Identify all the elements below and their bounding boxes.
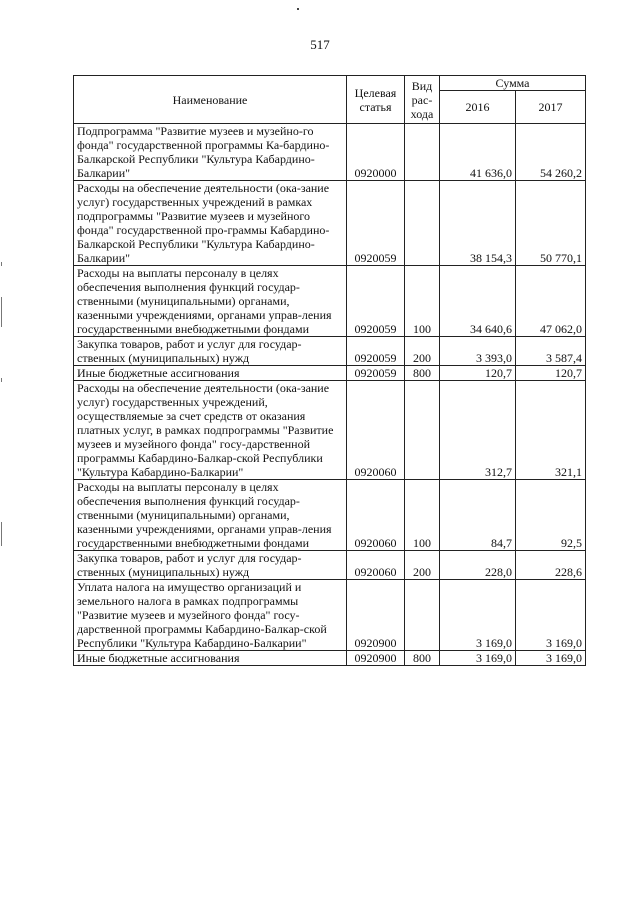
row-sum-2017: 50 770,1 xyxy=(516,181,586,266)
header-name: Наименование xyxy=(74,76,347,124)
table-header xyxy=(74,76,586,124)
row-code: 0920900 xyxy=(347,651,405,666)
table-body xyxy=(74,124,586,666)
row-kind: 800 xyxy=(405,651,440,666)
row-code: 0920059 xyxy=(347,181,405,266)
row-kind: 200 xyxy=(405,337,440,366)
row-code: 0920900 xyxy=(347,580,405,651)
row-name: Иные бюджетные ассигнования xyxy=(74,366,347,381)
table-row xyxy=(74,124,586,181)
table-row xyxy=(74,381,586,480)
row-name: Расходы на обеспечение деятельности (ока-зание услуг) государственных учреждений в рамках подпрограммы "Развитие музеев и музейного фонда" государственной про-граммы Кабардино-Балкарской Республики "Культура Кабардино-Балкарии" xyxy=(74,181,347,266)
row-kind: 100 xyxy=(405,266,440,337)
row-sum-2017: 92,5 xyxy=(516,480,586,551)
header-year-2017: 2017 xyxy=(516,91,586,124)
row-code: 0920059 xyxy=(347,266,405,337)
row-name: Расходы на выплаты персоналу в целях обеспечения выполнения функций государ-ственными (муниципальными) органами, казенными учреждениями, органами управ-ления государственными внебюджетными фондами xyxy=(74,266,347,337)
header-sum: Сумма xyxy=(440,76,586,91)
row-sum-2017: 120,7 xyxy=(516,366,586,381)
table-row xyxy=(74,480,586,551)
row-code: 0920060 xyxy=(347,551,405,580)
table-row xyxy=(74,337,586,366)
row-sum-2016: 3 169,0 xyxy=(440,580,516,651)
row-sum-2016: 34 640,6 xyxy=(440,266,516,337)
row-kind: 100 xyxy=(405,480,440,551)
margin-mark xyxy=(1,378,2,382)
row-code: 0920059 xyxy=(347,366,405,381)
row-kind xyxy=(405,580,440,651)
row-name: Закупка товаров, работ и услуг для государ-ственных (муниципальных) нужд xyxy=(74,551,347,580)
row-kind: 800 xyxy=(405,366,440,381)
row-kind xyxy=(405,381,440,480)
row-name: Расходы на обеспечение деятельности (ока-зание услуг) государственных учреждений, осуществляемые за счет средств от оказания платных услуг, в рамках подпрограммы "Развитие музеев и музейного фонда" госу-дарственной программы Кабардино-Балкар-ской Республики "Культура Кабардино-Балкарии" xyxy=(74,381,347,480)
header-year-2016: 2016 xyxy=(440,91,516,124)
row-sum-2017: 47 062,0 xyxy=(516,266,586,337)
row-sum-2017: 321,1 xyxy=(516,381,586,480)
row-sum-2016: 312,7 xyxy=(440,381,516,480)
margin-mark xyxy=(1,297,2,327)
budget-table xyxy=(73,75,586,666)
row-name: Иные бюджетные ассигнования xyxy=(74,651,347,666)
table-row xyxy=(74,366,586,381)
row-sum-2017: 54 260,2 xyxy=(516,124,586,181)
row-kind xyxy=(405,124,440,181)
row-sum-2016: 3 393,0 xyxy=(440,337,516,366)
table-row xyxy=(74,551,586,580)
row-sum-2016: 3 169,0 xyxy=(440,651,516,666)
header-kind: Вид рас-хода xyxy=(405,76,440,124)
row-sum-2016: 84,7 xyxy=(440,480,516,551)
row-sum-2016: 228,0 xyxy=(440,551,516,580)
header-code: Целевая статья xyxy=(347,76,405,124)
row-code: 0920059 xyxy=(347,337,405,366)
table-row xyxy=(74,651,586,666)
table-row xyxy=(74,266,586,337)
row-kind: 200 xyxy=(405,551,440,580)
row-sum-2017: 3 169,0 xyxy=(516,580,586,651)
row-sum-2016: 41 636,0 xyxy=(440,124,516,181)
page-number: 517 xyxy=(310,37,330,52)
row-sum-2016: 120,7 xyxy=(440,366,516,381)
row-name: Подпрограмма "Развитие музеев и музейно-го фонда" государственной программы Ка-бардино-Балкарской Республики "Культура Кабардино-Балкарии" xyxy=(74,124,347,181)
scan-artifact-dot xyxy=(297,8,299,10)
row-sum-2017: 228,6 xyxy=(516,551,586,580)
row-sum-2017: 3 587,4 xyxy=(516,337,586,366)
margin-mark xyxy=(1,262,2,266)
margin-mark xyxy=(1,522,2,546)
row-code: 0920000 xyxy=(347,124,405,181)
row-name: Уплата налога на имущество организаций и земельного налога в рамках подпрограммы "Развитие музеев и музейного фонда" госу-дарственной программы Кабардино-Балкар-ской Республики "Культура Кабардино-Балкарии" xyxy=(74,580,347,651)
row-kind xyxy=(405,181,440,266)
row-sum-2017: 3 169,0 xyxy=(516,651,586,666)
row-sum-2016: 38 154,3 xyxy=(440,181,516,266)
row-name: Расходы на выплаты персоналу в целях обеспечения выполнения функций государ-ственными (муниципальными) органами, казенными учреждениями, органами управ-ления государственными внебюджетными фондами xyxy=(74,480,347,551)
row-name: Закупка товаров, работ и услуг для государ-ственных (муниципальных) нужд xyxy=(74,337,347,366)
row-code: 0920060 xyxy=(347,381,405,480)
table-row xyxy=(74,181,586,266)
table-row xyxy=(74,580,586,651)
row-code: 0920060 xyxy=(347,480,405,551)
